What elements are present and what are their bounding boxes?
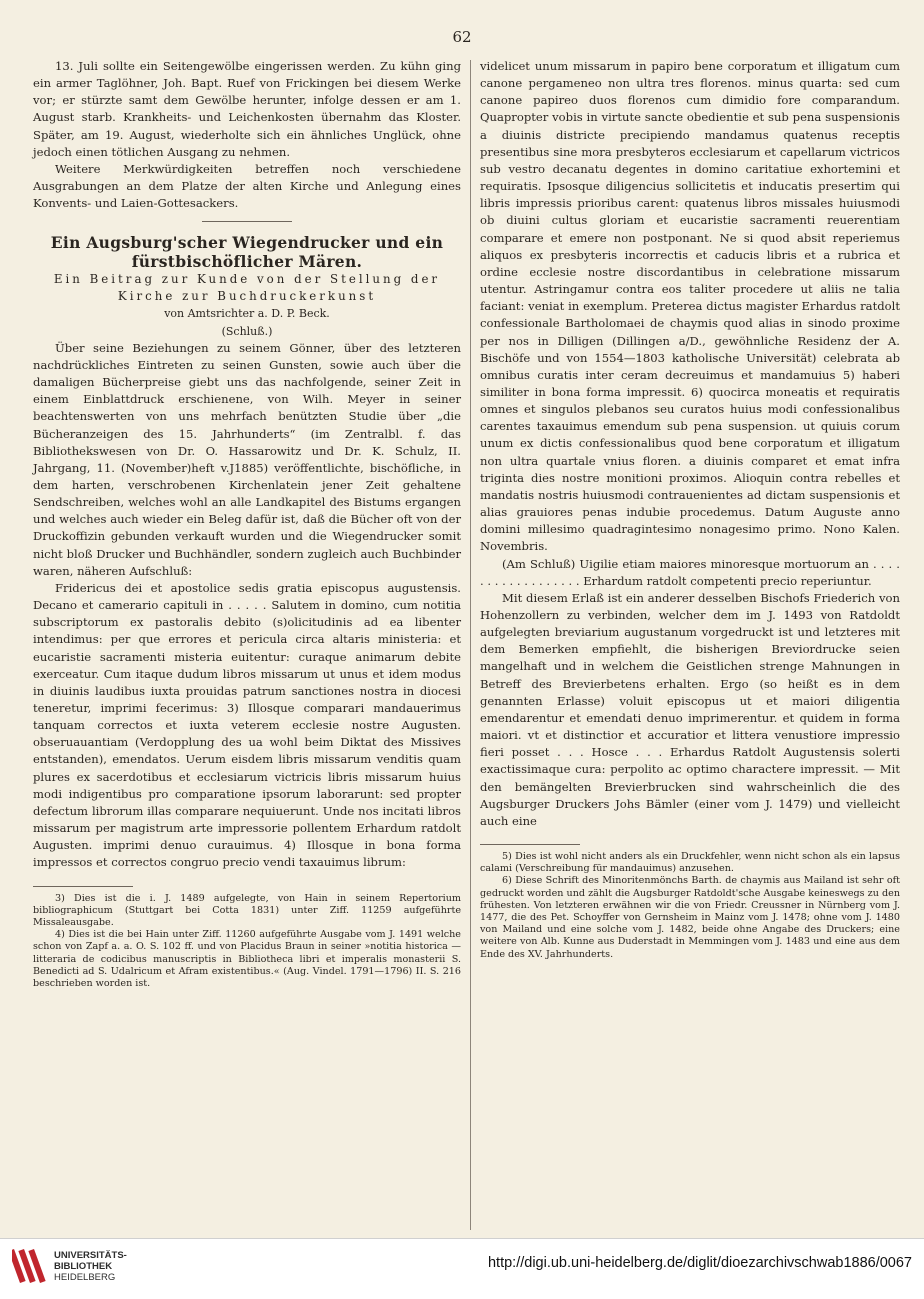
library-name: UNIVERSITÄTS- BIBLIOTHEK HEIDELBERG [54,1250,127,1283]
right-column [480,58,900,961]
footnote-4: 4) Dies ist die bei Hain unter Ziff. 11260 aufgeführte Ausgabe vom J. 1491 welche schon von Zapf a. a. O. S. 102 ff. und von Placidus Braun in seiner »notitia historica — litteraria de codicibus manuscriptis in Bibliotheca libri et imperalis monasterii S. Benedicti ad S. Udalricum et Afram existentibus.« (Aug. Vindel. 1791—1796) II. S. 216 beschrieben worden ist. [33,929,461,989]
viewer-footer [0,1238,924,1299]
article-title: Ein Augsburg'scher Wiegendrucker und ein fürstbischöflicher Mären. [50,233,444,272]
right-paragraph-closing: (Am Schluß) Uigilie etiam maiores minoresque mortuorum an . . . . . . . . . . . . . . . . . . Erhardum ratdolt competenti precio reperiuntur. [480,556,900,588]
permalink-url[interactable]: http://digi.ub.uni-heidelberg.de/diglit/dioezarchivschwab1886/0067 [487,1255,912,1271]
section-divider [202,221,292,222]
page-number: 62 [452,28,472,46]
continued-note: (Schluß.) [221,324,273,338]
left-paragraph-3: Über seine Beziehungen zu seinem Gönner, über des letzteren nachdrückliches Eintreten zu seinen Gunsten, sowie auch über die damaligen Bücherpreise giebt uns das nachfolgende, seiner Zeit in einem Einblattdruck erschienene, von Wilh. Meyer in seiner beachtenswerten von uns mehrfach benützten Studie über „die Bücheranzeigen des 15. Jahrhunderts“ (im Zentralbl. f. das Bibliothekswesen von Dr. O. Hassarowitz und Dr. K. Schulz, II. Jahrgang, 11. (November)heft v.J1885) veröffentlichte, bischöfliche, in dem harten, verschrobenen Kirchenlatein jener Zeit gehaltene Sendschreiben, welches wohl an alle Landkapitel des Bistums ergangen und welches auch wieder ein Beleg dafür ist, daß die Bücher oft von der Druckoffizin gebunden verkauft wurden und die Wiegendrucker somit nicht bloß Drucker und Buchhändler, sondern zugleich auch Buchbinder waren, näheren Aufschluß: [33,340,461,578]
footnote-separator [33,886,133,887]
latin-letter-start: Fridericus dei et apostolice sedis gratia episcopus augustensis. Decano et camerario capituli in . . . . . Salutem in domino, cum notitia subscriptorum ex pastoralis debito (s)olicitudinis ad ea libenter intendimus: per que errores et pericula circa altaris ministeria: et eucaristie sacramenti misteria euitentur: curaque animarum debite exerceatur. Cum itaque dudum libros missarum ut unus et idem modus in diuinis laudibus iuxta prouidas patrum sanctiones nostra in diocesi teneretur, imprimi fecerimus: 3) Illosque comparari mandauerimus tanquam correctos et iuxta veterem ecclesie nostre Augusten. obseruauantiam (Verdopplung des ua wohl beim Diktat des Missives entstanden), emendatos. Uerum eisdem libris missarum venditis quam plures ex sacerdotibus et ecclesiarum victricis libris missarum huius modi indigentibus pro comparatione ipsorum laborarunt: sed propter defectum librorum illas comparare nequiuerunt. Unde nos incitati libros missarum per magistrum arte impressorie pollentem Erhardum ratdolt Augusten. imprimi denuo curauimus. 4) Illosque in bona forma impressos et correctos congruo precio vendi taxauimus librum: [33,580,461,870]
article-subtitle-line-1: Ein Beitrag zur Kunde von der Stellung der [53,272,441,287]
university-library-logo-icon [12,1245,48,1287]
left-paragraph-2: Weitere Merkwürdigkeiten betreffen noch verschiedene Ausgrabungen an dem Platze der alten Kirche und Anlegung eines Konvents- und Laien-Gottesackers. [33,161,461,211]
left-column [33,58,461,990]
footnote-6: 6) Diese Schrift des Minoritenmönchs Barth. de chaymis aus Mailand ist sehr oft gedruckt worden und zählt die Augsburger Ratdoldt'sche Ausgabe keineswegs zu den frühesten. Von letzteren erwähnen wir die von Friedr. Creussner in Nürnberg vom J. 1477, die des Pet. Schoyffer von Gernsheim in Mainz vom J. 1478; ohne vom J. 1480 von Mailand und eine solche vom J. 1482, beide ohne Angabe des Druckers; eine weitere von Alb. Kunne aus Duderstadt in Memmingen vom J. 1483 und eine aus dem Ende des XV. Jahrhunderts. [480,875,900,960]
latin-letter-continued: videlicet unum missarum in papiro bene corporatum et illigatum cum canone pergameneo non ultra tres florenos. minus quarta: sed cum canone papireo duos florenos cum dimidio fore comparandum. Quapropter vobis in virtute sancte obedientie et sub pena suspensionis a diuinis districte precipiendo mandamus quatenus receptis presentibus sine mora presbyteros ecclesiarum et capellarum victricos sub vestro decanatu degentes in domino caritatiue exhortemini et requiratis. Ipsosque diligencius sollicitetis et inducatis presertim qui libris impressis prioribus carent: quatenus libros missales huiusmodi ob diuini cultus gloriam et eucaristie sacramenti reuerentiam comparare et emere non postponant. Ne si quod absit reperiemus aliquos ex presbyteris incorrectis et caducis libris et a rubrica et ordine ecclesie nostre discordantibus in celebratione missarum utentur. Astringamur contra eos taliter procedere ut aliis ne talia faciant: veniat in exemplum. Preterea dictus magister Erhardus ratdolt confessionale Bartholomaei de chaymis quod alias in sinodo proxime per nos in Dilligen (Dillingen a/D., gewöhnliche Residenz der A. Bischöfe und von 1554—1803 katholische Universität) celebrata ab omnibus curatis inter ceram decreuimus et mandamuius 5) haberi similiter in bona forma impressit. 6) quocirca moneatis et requiratis omnes et singulos plebanos seu curatos huius modi confessionalibus carentes taxauimus emendum sub pena suspension. ut quiuis corum unum ex dictis confessionalibus quod bene corporatum et illigatum non ultra quartale vnius floren. a diuinis comparet et emat infra triginta dies nostre monitioni proximos. Alioquin contra rebelles et mandatis nostris huiusmodi contrauenientes ad dictam suspensionis et alias grauiores penas indubie procedemus. Datum Auguste anno domini millesimo quadragintesimo nonagesimo primo. Nono Kalen. Novembris. [480,59,900,554]
left-paragraph-1: 13. Juli sollte ein Seitengewölbe eingerissen werden. Zu kühn ging ein armer Taglöhner, Joh. Bapt. Ruef von Frickingen bei diesem Werke vor; er stürzte samt dem Gewölbe herunter, infolge dessen er am 1. August starb. Krankheits- und Leichenkosten übernahm das Kloster. Später, am 19. August, wiederholte sich ein ähnliches Unglück, ohne jedoch einen tötlichen Ausgang zu nehmen. [33,59,461,159]
footnote-5: 5) Dies ist wohl nicht anders als ein Druckfehler, wenn nicht schon als ein lapsus calami (Verschreibung für mandauimus) anzusehen. [480,851,900,875]
right-paragraph-3: Mit diesem Erlaß ist ein anderer desselben Bischofs Friederich von Hohenzollern zu verbinden, welcher dem im J. 1493 von Ratdoldt aufgelegten breviarium augustanum vorgedruckt ist und letzteres mit dem Bemerken empfiehlt, die bisherigen Breviordrucke seien mangelhaft und in welchem die Geistlichen strenge Mahnungen in Betreff des Brevierbetens erhalten. Ergo (so heißt es in dem genannten Erlasse) voluit episcopus ut et maiori diligentia emendarentur et emendati denuo imprimerentur. et quidem in forma maiori. vt et distinctior et accuratior et littera venustiore impressio fieri posset . . . Hosce . . . Erhardus Ratdolt Augustensis solerti exactissimaque cura: perpolito ac optimo charactere impressit. — Mit den bemängelten Brevierbrucken sind wahrscheinlich die des Augsburger Druckers Johs Bämler (einer vom J. 1479) und vielleicht auch eine [480,590,900,828]
article-author: von Amtsrichter a. D. P. Beck. [164,307,330,321]
footnote-3: 3) Dies ist die i. J. 1489 aufgelegte, von Hain in seinem Repertorium bibliographicum (Stuttgart bei Cotta 1831) unter Ziff. 11259 aufgeführte Missaleausgabe. [33,892,461,928]
article-subtitle-line-2: Kirche zur Buchdruckerkunst [117,289,377,304]
column-divider [470,60,471,1230]
footnote-separator-right [480,844,580,845]
